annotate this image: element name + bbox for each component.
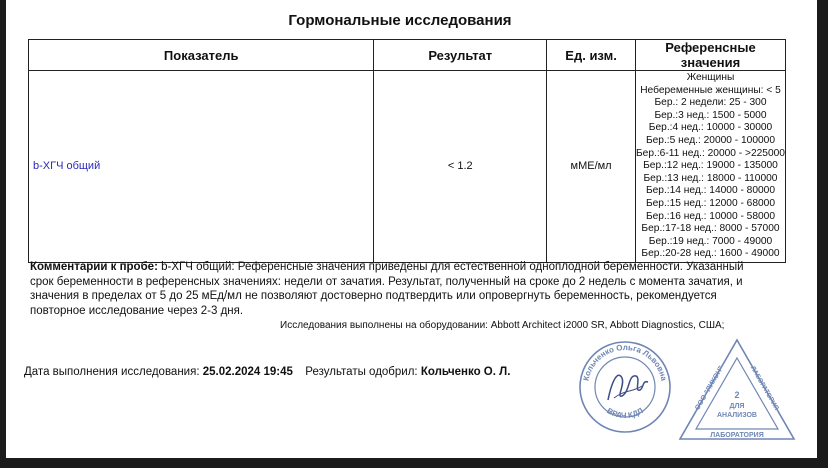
sample-comment xyxy=(30,260,770,318)
reference-line: Бер.:13 нед.: 18000 - 110000 xyxy=(643,172,778,184)
photo-edge-left xyxy=(0,0,6,468)
reference-line: Бер.: 2 недели: 25 - 300 xyxy=(654,97,767,109)
reference-line: Бер.:15 нед.: 12000 - 68000 xyxy=(645,197,776,209)
approved-value: Кольченко О. Л. xyxy=(420,366,511,378)
reference-line: Бер.:17-18 нед.: 8000 - 57000 xyxy=(641,223,780,235)
reference-line: Бер.:20-28 нед.: 1600 - 49000 xyxy=(641,248,780,260)
comment-label: Комментарии к пробе: xyxy=(30,261,158,273)
reference-line: Бер.:16 нед.: 10000 - 58000 xyxy=(645,210,776,222)
triangle-stamp-number: 2 xyxy=(734,390,740,400)
indicator-cell: b-ХГЧ общий xyxy=(29,71,374,263)
reference-line: Бер.:3 нед.: 1500 - 5000 xyxy=(654,109,767,121)
result-cell: < 1.2 xyxy=(374,71,547,263)
comment-text: b-ХГЧ общий: Референсные значения приведены для естественной одноплодной беременности. Указанный срок беременности в референсных значениях: недели от зачатия. Результат, полученный на сроке до 2 недель с момента зачатия, и значения в пределах от 5 до 25 мЕд/мл не позволяют достоверно подтвердить или опровергнуть беременность, рекомендуется повторное исследование через 2-3 дня. xyxy=(30,261,744,317)
triangle-stamp-line1: ДЛЯ xyxy=(729,403,745,410)
handwritten-signature xyxy=(608,375,648,400)
date-value: 25.02.2024 19:45 xyxy=(202,366,293,378)
triangle-stamp-bottom-text: ЛАБОРАТОРИЯ xyxy=(710,432,764,439)
reference-cell xyxy=(635,71,785,263)
reference-line: Бер.:12 нед.: 19000 - 135000 xyxy=(643,160,778,172)
laboratory-triangle-stamp xyxy=(677,338,797,443)
reference-line: Бер.:5 нед.: 20000 - 100000 xyxy=(645,134,776,146)
reference-line: Бер.:4 нед.: 10000 - 30000 xyxy=(648,122,773,134)
triangle-stamp-right-text: ЛАБОРАТОРИЯ xyxy=(748,364,780,412)
reference-line: Бер.:6-11 нед.: 20000 - >225000 xyxy=(636,147,785,159)
equipment-note: Исследования выполнены на оборудовании: Abbott Architect i2000 SR, Abbott Diagnostics, США; xyxy=(280,320,725,331)
date-label: Дата выполнения исследования: xyxy=(24,366,200,378)
reference-line: Женщины xyxy=(686,72,735,83)
table-header-row xyxy=(29,40,786,71)
reference-line: Бер.:19 нед.: 7000 - 49000 xyxy=(648,235,773,247)
triangle-stamp-line2: АНАЛИЗОВ xyxy=(717,412,757,419)
header-indicator: Показатель xyxy=(29,40,374,71)
results-table xyxy=(28,39,786,263)
photo-edge-right xyxy=(817,0,828,468)
round-stamp-bottom-text: ВРАЧ КДЛ xyxy=(605,406,645,421)
table-row xyxy=(29,71,786,263)
triangle-stamp-left-text: ООО "ЛИКОН" xyxy=(694,364,726,412)
header-reference: Референсные значения xyxy=(635,40,785,71)
reference-line: Небеременные женщины: < 5 xyxy=(640,84,781,96)
photo-edge-bottom xyxy=(0,458,828,468)
page-title: Гормональные исследования xyxy=(288,12,512,29)
header-result: Результат xyxy=(374,40,547,71)
unit-cell: мМЕ/мл xyxy=(547,71,636,263)
footer-line xyxy=(24,366,510,378)
round-stamp-ring-text: Кольченко Ольга Львовна xyxy=(581,342,669,382)
reference-line: Бер.:14 нед.: 14000 - 80000 xyxy=(645,185,776,197)
approved-label: Результаты одобрил: xyxy=(305,366,418,378)
doctor-round-stamp xyxy=(578,340,672,434)
header-unit: Ед. изм. xyxy=(547,40,636,71)
